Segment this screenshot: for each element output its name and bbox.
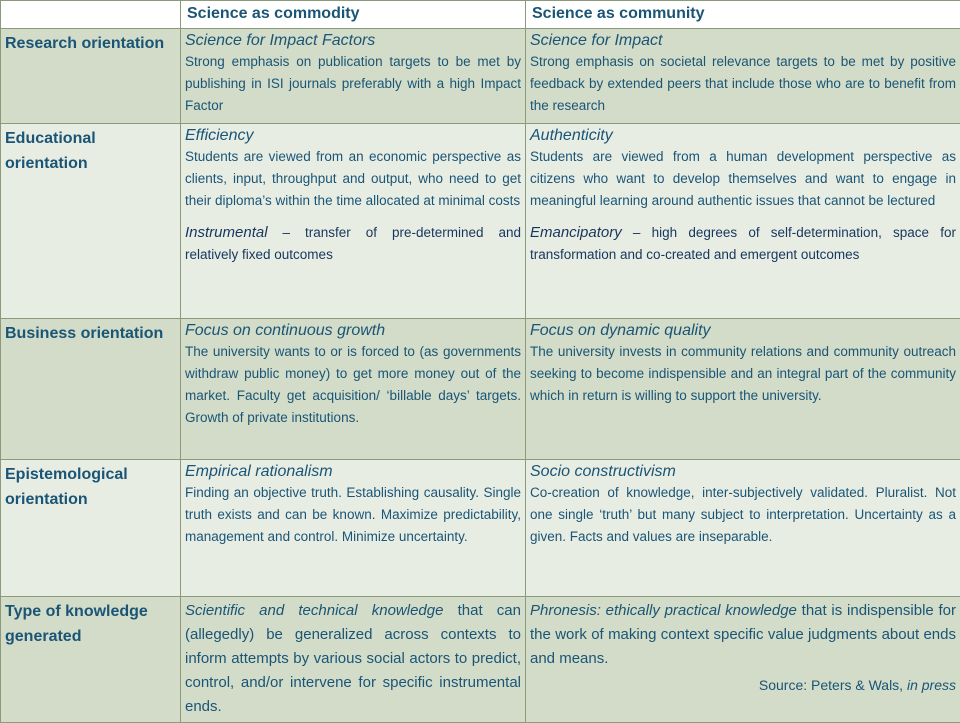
cell-text: The university wants to or is forced to (as governments withdraw public money) to get more money out of the market. Faculty get acquisition/ ‘billable days’ targets. Growth of private institutions. [185, 341, 521, 429]
cell-text [185, 599, 521, 719]
row-label: Business orientation [1, 319, 181, 460]
cell-extra [530, 222, 956, 266]
community-cell [526, 29, 960, 124]
table-row [1, 29, 960, 124]
community-cell [526, 460, 960, 597]
commodity-cell [181, 29, 526, 124]
cell-text: Students are viewed from an economic perspective as clients, input, throughput and output, who need to get their diploma’s within the time allocated at minimal costs [185, 146, 521, 212]
cell-title: Empirical rationalism [185, 462, 521, 482]
cell-title: Socio constructivism [530, 462, 956, 482]
row-label: Research orientation [1, 29, 181, 124]
cell-text: Finding an objective truth. Establishing causality. Single truth exists and can be known. Maximize predictability, management and control. Minimize uncertainty. [185, 482, 521, 548]
cell-title: Focus on continuous growth [185, 321, 521, 341]
cell-extra-title: Instrumental [185, 224, 268, 241]
cell-extra-title: Emancipatory [530, 224, 622, 241]
source-italic: in press [907, 677, 956, 693]
commodity-cell [181, 597, 526, 723]
community-cell [526, 124, 960, 319]
cell-text: Strong emphasis on publication targets to be met by publishing in ISI journals preferably with a high Impact Factor [185, 51, 521, 117]
cell-extra-text: – high degrees of self-determination, space for transformation and co-created and emergent outcomes [530, 225, 956, 262]
cell-text: Co-creation of knowledge, inter-subjectively validated. Pluralist. Not one single ‘truth’ but many subject to interpretation. Uncertainty as a given. Facts and values are inseparable. [530, 482, 956, 548]
cell-text: The university invests in community relations and community outreach seeking to become indispensible and an integral part of the community which in return is willing to support the university. [530, 341, 956, 407]
cell-title: Science for Impact Factors [185, 31, 521, 51]
header-community: Science as community [526, 1, 960, 29]
row-label: Educational orientation [1, 124, 181, 319]
source-prefix: Source: Peters & Wals, [759, 677, 907, 693]
table-row [1, 124, 960, 319]
community-cell [526, 319, 960, 460]
table-row [1, 319, 960, 460]
table-row [1, 597, 960, 723]
header-commodity: Science as commodity [181, 1, 526, 29]
row-label: Type of knowledge generated [1, 597, 181, 723]
cell-extra [185, 222, 521, 266]
row-label: Epistemological orientation [1, 460, 181, 597]
commodity-cell [181, 319, 526, 460]
cell-title: Scientific and technical knowledge [185, 602, 443, 619]
cell-title: Phronesis: ethically practical knowledge [530, 602, 797, 619]
cell-text: Students are viewed from a human development perspective as citizens who want to develop themselves and want to engage in meaningful learning around authentic issues that cannot be lectured [530, 146, 956, 212]
cell-text-body: that is indispensible for the work of making context specific value judgments about ends and means. [530, 602, 956, 667]
source-citation [530, 677, 956, 693]
commodity-cell [181, 124, 526, 319]
cell-title: Science for Impact [530, 31, 956, 51]
cell-text [530, 599, 956, 671]
cell-title: Efficiency [185, 126, 521, 146]
cell-title: Authenticity [530, 126, 956, 146]
cell-title: Focus on dynamic quality [530, 321, 956, 341]
cell-text-body: that can (allegedly) be generalized across contexts to inform attempts by various social actors to predict, control, and/or intervene for specific instrumental ends. [185, 602, 521, 715]
community-cell [526, 597, 960, 723]
table-header-row [1, 1, 960, 29]
cell-extra-text: – transfer of pre-determined and relatively fixed outcomes [185, 225, 521, 262]
table-row [1, 460, 960, 597]
cell-text: Strong emphasis on societal relevance targets to be met by positive feedback by extended peers that include those who are to benefit from the research [530, 51, 956, 117]
header-empty-cell [1, 1, 181, 29]
commodity-cell [181, 460, 526, 597]
